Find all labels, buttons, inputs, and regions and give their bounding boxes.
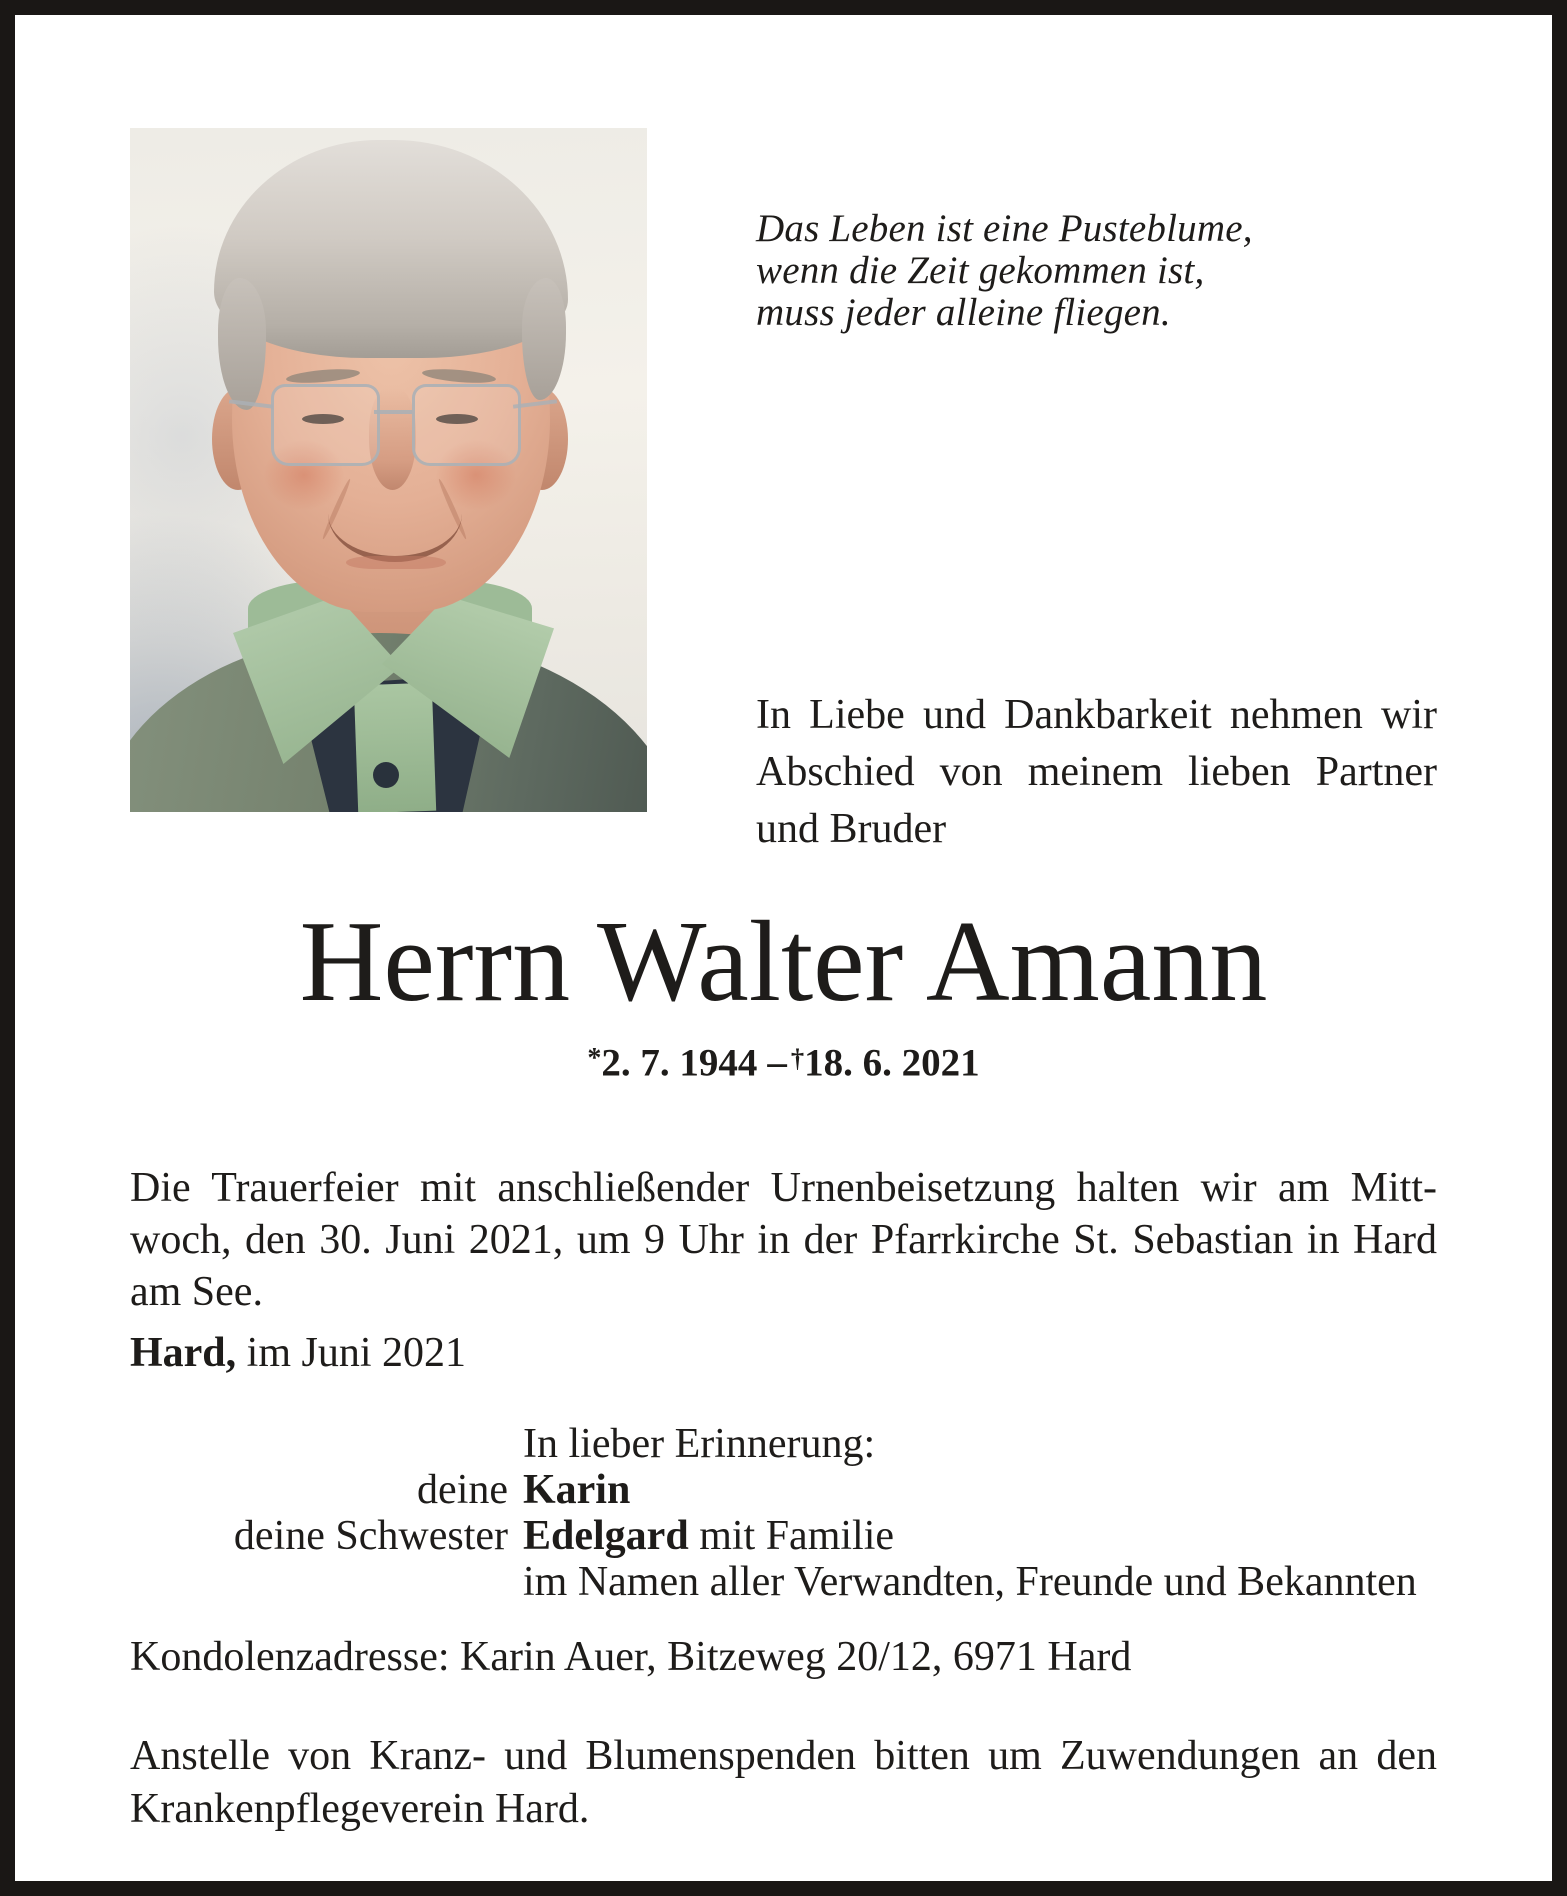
mourner-relation: deine Schwester	[233, 1513, 508, 1559]
death-cross-symbol: †	[790, 1043, 805, 1073]
dates-separator: –	[767, 1041, 787, 1085]
memorial-heading: In lieber Erinnerung:	[523, 1421, 876, 1467]
mourner-row	[130, 1513, 1437, 1559]
portrait-hair-right	[522, 278, 566, 400]
portrait-lip	[346, 556, 446, 569]
date-text: im Juni 2021	[236, 1330, 467, 1376]
birth-star-symbol: *	[587, 1043, 602, 1075]
portrait-glasses-lens-right	[412, 384, 521, 466]
donation-line: Krankenpflegeverein Hard.	[130, 1786, 590, 1832]
intro-line: In Liebe und Dankbarkeit nehmen wir	[756, 692, 1437, 738]
memorial-closing-row	[130, 1559, 1437, 1605]
announcement-block	[130, 1162, 1437, 1318]
portrait-photo	[130, 128, 647, 812]
life-dates	[130, 1035, 1437, 1086]
portrait-hair	[214, 140, 568, 358]
portrait-glasses-lens-left	[271, 384, 380, 466]
place-name: Hard,	[130, 1330, 237, 1376]
quote-line: Das Leben ist eine Pusteblume,	[756, 207, 1253, 250]
mourner-name: Karin	[523, 1467, 631, 1513]
mourner-name: Edelgard	[523, 1513, 689, 1559]
announcement-line: Die Trauerfeier mit anschließender Urnenbeisetzung halten wir am Mitt-	[130, 1165, 1437, 1211]
mourner-suffix: mit Familie	[688, 1513, 895, 1559]
portrait-placket	[354, 683, 436, 812]
donation-block	[130, 1730, 1437, 1836]
memorial-closing: im Namen aller Verwandten, Freunde und Bekannten	[523, 1559, 1417, 1605]
quote-line: wenn die Zeit gekommen ist,	[756, 249, 1205, 292]
quote-line: muss jeder alleine fliegen.	[756, 291, 1171, 334]
memorial-heading-row	[130, 1421, 1437, 1467]
birth-date: 2. 7. 1944	[601, 1041, 758, 1085]
mourner-name-wrap	[523, 1467, 630, 1513]
death-date: 18. 6. 2021	[804, 1041, 980, 1085]
intro-block	[756, 687, 1437, 858]
intro-line: und Bruder	[756, 806, 947, 852]
condolence-address: Kondolenzadresse: Karin Auer, Bitzeweg 20/12, 6971 Hard	[130, 1634, 1132, 1680]
place-date-line	[130, 1330, 466, 1376]
memorial-label-empty	[130, 1559, 508, 1605]
announcement-line: woch, den 30. Juni 2021, um 9 Uhr in der Pfarrkirche St. Sebastian in Hard	[130, 1217, 1437, 1263]
mourner-row	[130, 1467, 1437, 1513]
portrait-button	[373, 762, 399, 788]
intro-line: Abschied von meinem lieben Partner	[756, 749, 1437, 795]
mourner-relation: deine	[417, 1467, 508, 1513]
donation-line: Anstelle von Kranz- und Blumenspenden bitten um Zuwendungen an den	[130, 1733, 1437, 1779]
mourners-block	[130, 1421, 1437, 1605]
portrait-glasses-bridge	[374, 410, 412, 414]
mourner-name-wrap	[523, 1513, 894, 1559]
deceased-name: Herrn Walter Amann	[299, 898, 1268, 1026]
memorial-label-empty	[130, 1421, 508, 1467]
quote-block	[756, 208, 1253, 334]
portrait-hair-left	[218, 278, 266, 410]
announcement-line: am See.	[130, 1269, 263, 1315]
